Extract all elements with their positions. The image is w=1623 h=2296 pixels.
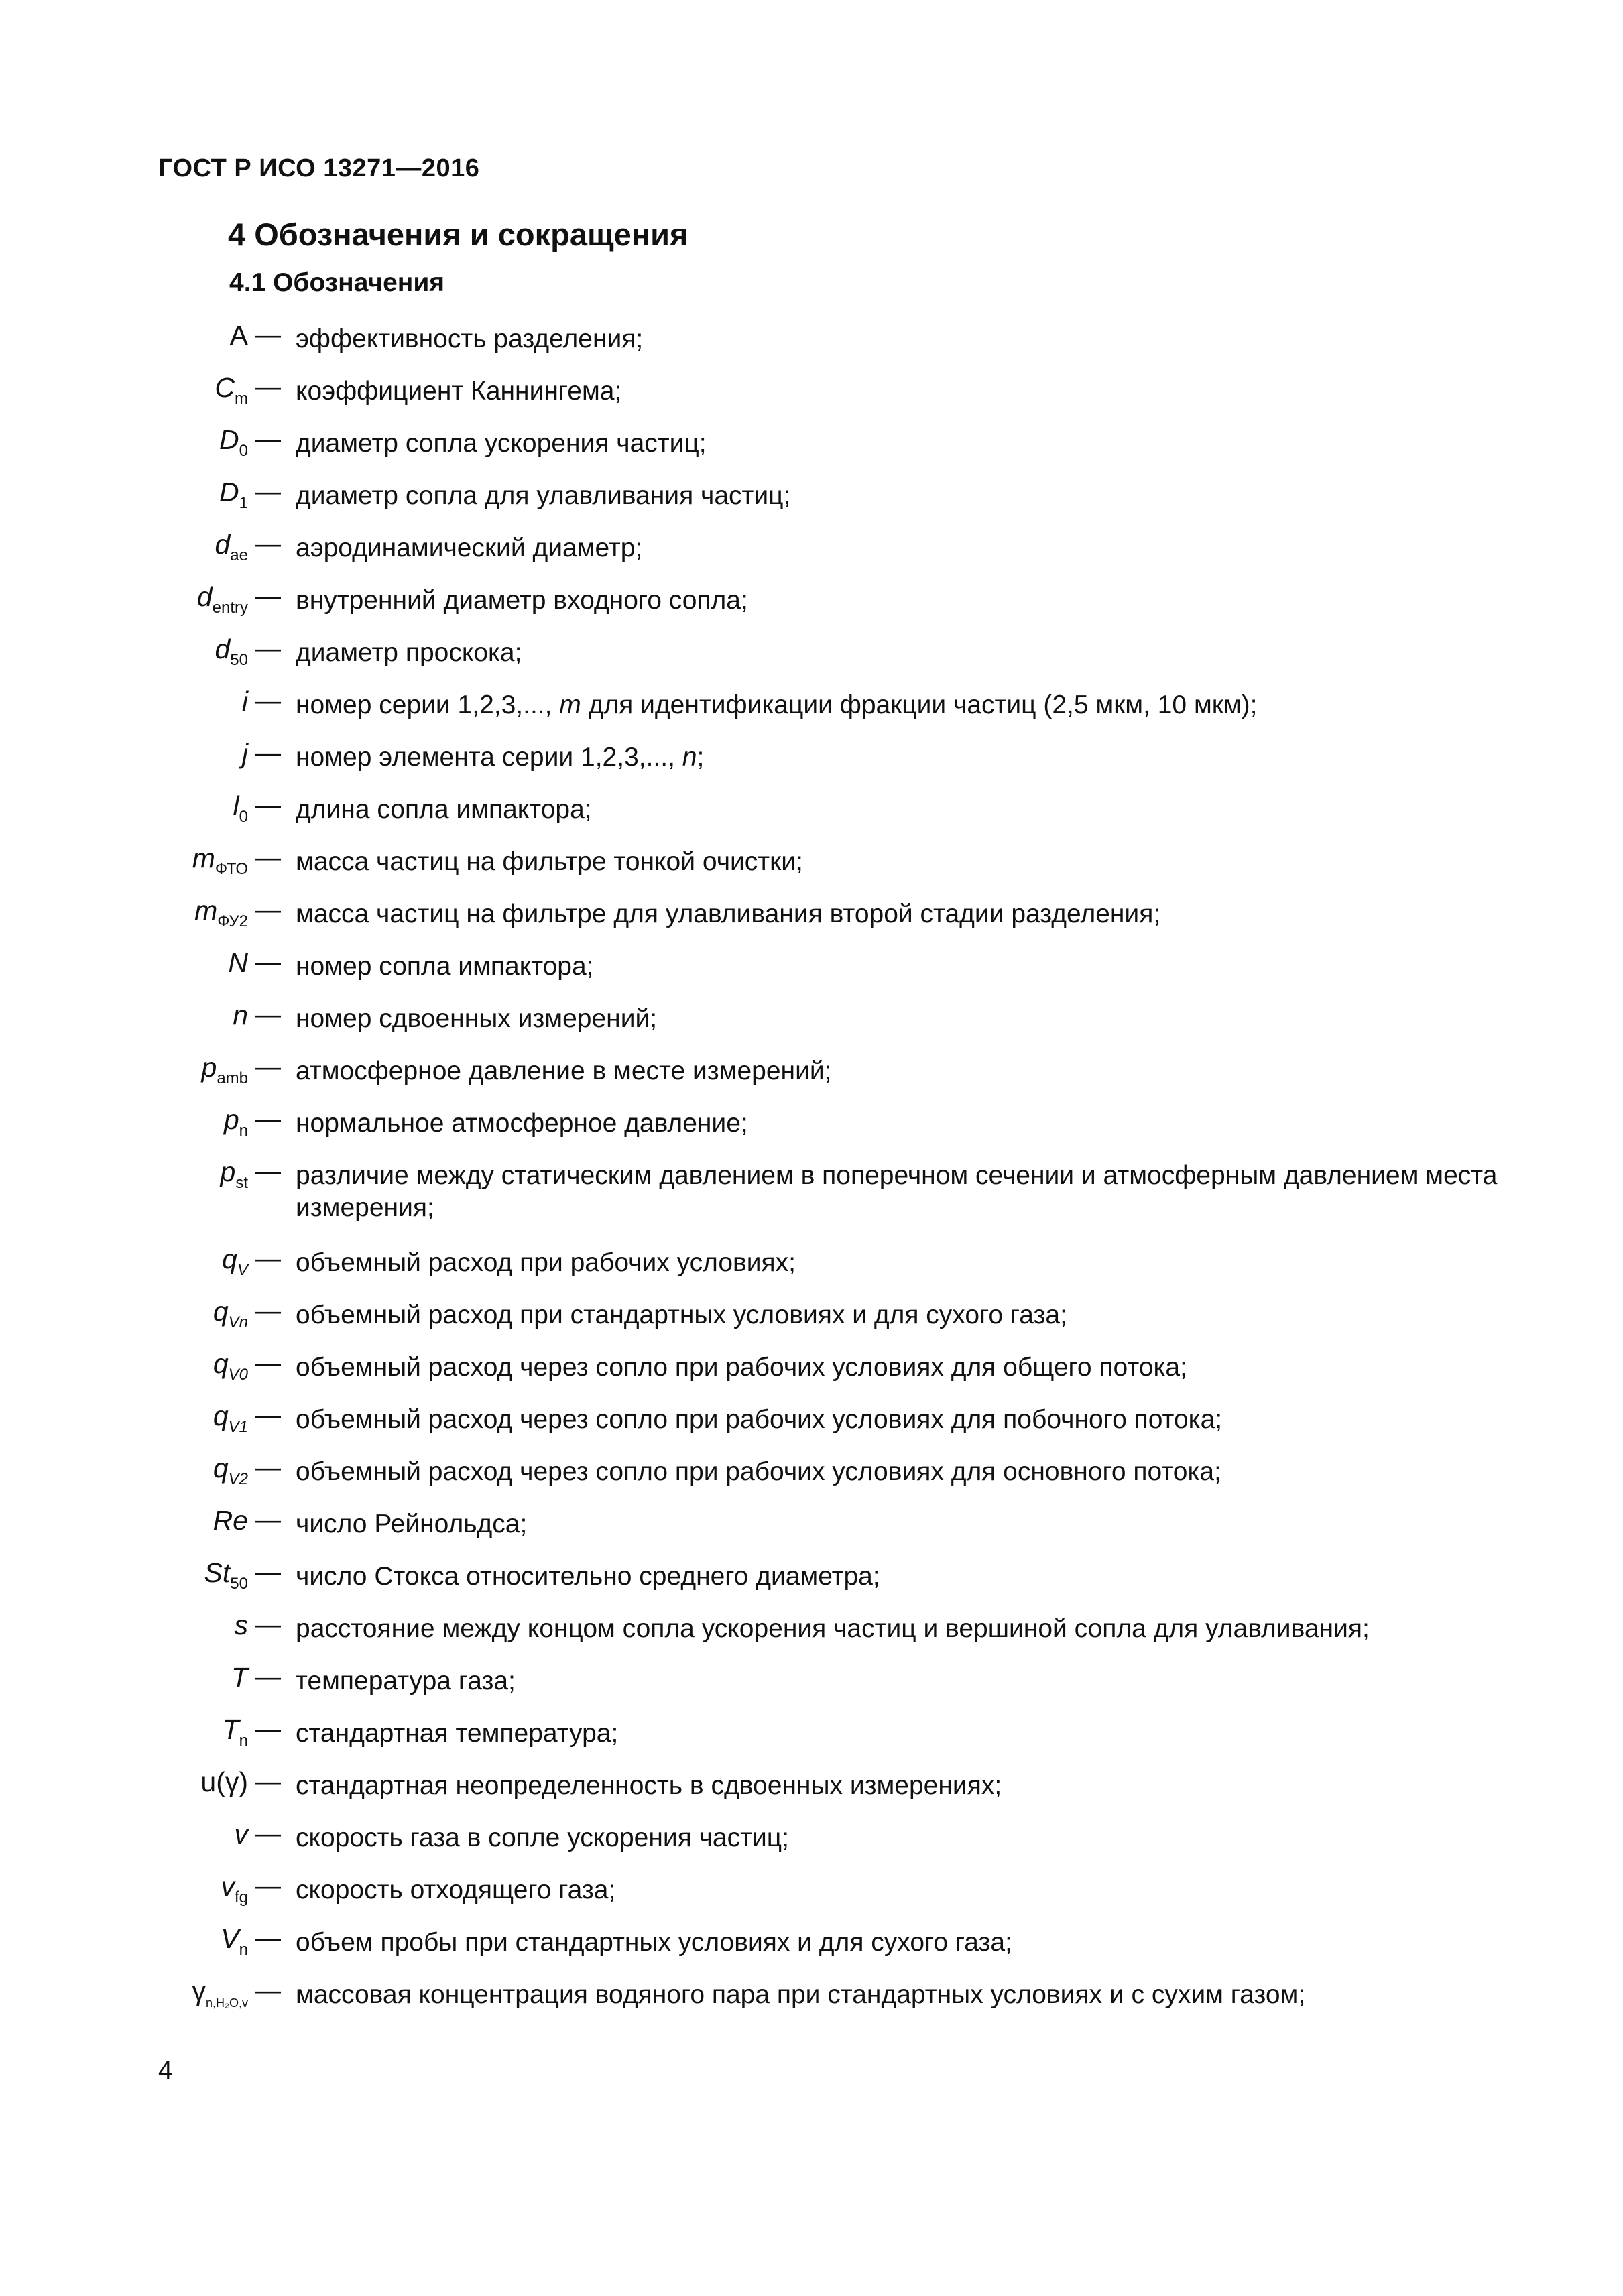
definition-row xyxy=(0,1298,1623,1350)
definition-row xyxy=(0,740,1623,792)
definition-text: объемный расход через сопло при рабочих условиях для общего потока; xyxy=(296,1353,1187,1382)
definition-text: нормальное атмосферное давление; xyxy=(296,1109,748,1138)
definition-text: номер элемента серии 1,2,3,..., n; xyxy=(296,743,705,772)
symbol: $l_0$ xyxy=(233,790,248,826)
definition-row xyxy=(0,688,1623,740)
definition-text: различие между статическим давлением в поперечном сечении и атмосферным давлением места измерения; xyxy=(296,1161,1498,1222)
definition-row xyxy=(0,1716,1623,1768)
symbol: $p_n$ xyxy=(223,1104,248,1140)
page-number: 4 xyxy=(158,2057,173,2085)
dash: — xyxy=(255,582,281,611)
definition-row xyxy=(0,949,1623,1002)
dash: — xyxy=(255,1558,281,1587)
symbol: N xyxy=(228,947,248,978)
definition-row xyxy=(0,531,1623,583)
dash: — xyxy=(255,477,281,506)
definition-text: объемный расход при стандартных условиях и для сухого газа; xyxy=(296,1301,1067,1329)
symbol: A xyxy=(229,320,248,351)
symbol: u(γ) xyxy=(200,1766,248,1797)
symbol: $V_n$ xyxy=(221,1923,248,1959)
definition-text: объемный расход через сопло при рабочих условиях для основного потока; xyxy=(296,1457,1221,1486)
document-id-header: ГОСТ Р ИСО 13271—2016 xyxy=(158,154,480,182)
symbol: i xyxy=(241,686,248,717)
definition-text: число Рейнольдса; xyxy=(296,1510,528,1538)
dash: — xyxy=(255,1924,281,1953)
dash: — xyxy=(255,896,281,924)
definition-text: стандартная температура; xyxy=(296,1719,619,1748)
dash: — xyxy=(255,1000,281,1029)
dash: — xyxy=(255,791,281,820)
symbol: $m_{ФТО}$ xyxy=(192,843,248,878)
symbol: $\gamma_{n,H_2O,v}$ xyxy=(192,1976,248,2010)
symbol: v xyxy=(234,1819,248,1850)
symbol: $v_{fg}$ xyxy=(221,1871,248,1907)
symbol: j xyxy=(241,738,248,769)
section-title: 4 Обозначения и сокращения xyxy=(228,217,688,252)
definition-row xyxy=(0,1455,1623,1507)
definition-text: число Стокса относительно среднего диаметра; xyxy=(296,1562,880,1591)
symbol: $d_{ae}$ xyxy=(215,529,248,564)
definition-text: диаметр сопла для улавливания частиц; xyxy=(296,481,791,510)
definition-row xyxy=(0,1158,1623,1232)
definition-text: эффективность разделения; xyxy=(296,324,644,353)
definition-row xyxy=(0,479,1623,531)
dash: — xyxy=(255,843,281,872)
symbol: $q_{Vn}$ xyxy=(213,1296,248,1331)
dash: — xyxy=(255,373,281,402)
symbol: n xyxy=(233,1000,248,1030)
definition-text: атмосферное давление в месте измерений; xyxy=(296,1056,832,1085)
definition-text: объемный расход через сопло при рабочих условиях для побочного потока; xyxy=(296,1405,1223,1434)
definition-row xyxy=(0,1925,1623,1978)
symbol: $q_{V2}$ xyxy=(213,1453,248,1488)
symbol: $C_m$ xyxy=(215,372,248,408)
definition-row xyxy=(0,1054,1623,1106)
dash: — xyxy=(255,1453,281,1482)
dash: — xyxy=(255,686,281,715)
definition-row xyxy=(0,1002,1623,1054)
dash: — xyxy=(255,1767,281,1796)
symbol: $D_1$ xyxy=(219,477,248,512)
symbol: T xyxy=(231,1662,248,1693)
definition-row xyxy=(0,1106,1623,1158)
definition-row xyxy=(0,426,1623,479)
definition-row xyxy=(0,845,1623,897)
definition-row xyxy=(0,1507,1623,1559)
definition-row xyxy=(0,1612,1623,1664)
definition-text: объем пробы при стандартных условиях и для сухого газа; xyxy=(296,1928,1012,1957)
symbol: $St_{50}$ xyxy=(204,1557,248,1593)
symbol: $m_{ФУ2}$ xyxy=(194,895,248,930)
dash: — xyxy=(255,1976,281,2005)
symbol: $q_V$ xyxy=(222,1244,248,1279)
definition-row xyxy=(0,322,1623,374)
symbol: $p_{amb}$ xyxy=(201,1052,248,1087)
dash: — xyxy=(255,634,281,663)
dash: — xyxy=(255,530,281,558)
definition-text: диаметр проскока; xyxy=(296,638,522,667)
symbol: $p_{st}$ xyxy=(220,1156,248,1192)
definition-text: номер сдвоенных измерений; xyxy=(296,1004,658,1033)
dash: — xyxy=(255,1872,281,1900)
dash: — xyxy=(255,1105,281,1134)
symbol: $q_{V1}$ xyxy=(213,1400,248,1436)
dash: — xyxy=(255,948,281,977)
dash: — xyxy=(255,425,281,454)
definition-row xyxy=(0,897,1623,949)
definition-row xyxy=(0,1246,1623,1298)
definition-text: скорость отходящего газа; xyxy=(296,1876,616,1905)
definition-row xyxy=(0,1873,1623,1925)
definition-text: масса частиц на фильтре тонкой очистки; xyxy=(296,847,803,876)
definition-row xyxy=(0,1978,1623,2030)
symbol: $q_{V0}$ xyxy=(213,1348,248,1384)
definition-text: масса частиц на фильтре для улавливания второй стадии разделения; xyxy=(296,900,1161,928)
definition-row xyxy=(0,1350,1623,1402)
definition-row xyxy=(0,1821,1623,1873)
definition-text: аэродинамический диаметр; xyxy=(296,534,643,562)
dash: — xyxy=(255,1401,281,1430)
dash: — xyxy=(255,1349,281,1378)
dash: — xyxy=(255,1819,281,1848)
dash: — xyxy=(255,1244,281,1273)
symbol: Re xyxy=(213,1505,248,1536)
dash: — xyxy=(255,739,281,768)
definition-row xyxy=(0,792,1623,845)
definition-row xyxy=(0,583,1623,636)
definition-row xyxy=(0,1559,1623,1612)
definition-text: массовая концентрация водяного пара при стандартных условиях и с сухим газом; xyxy=(296,1980,1306,2009)
symbol: $D_0$ xyxy=(219,424,248,460)
definition-text: объемный расход при рабочих условиях; xyxy=(296,1248,796,1277)
dash: — xyxy=(255,1610,281,1639)
definition-text: номер серии 1,2,3,..., m для идентификации фракции частиц (2,5 мкм, 10 мкм); xyxy=(296,690,1258,719)
definition-text: внутренний диаметр входного сопла; xyxy=(296,586,748,615)
definition-row xyxy=(0,633,1623,688)
definition-text: стандартная неопределенность в сдвоенных измерениях; xyxy=(296,1771,1002,1800)
dash: — xyxy=(255,1715,281,1744)
definition-row xyxy=(0,1768,1623,1821)
dash: — xyxy=(255,1296,281,1325)
definition-text: длина сопла импактора; xyxy=(296,795,592,824)
definition-text: температура газа; xyxy=(296,1667,516,1695)
dash: — xyxy=(255,1052,281,1081)
symbol: $T_n$ xyxy=(222,1714,248,1750)
definition-text: диаметр сопла ускорения частиц; xyxy=(296,429,707,458)
definition-row xyxy=(0,374,1623,426)
dash: — xyxy=(255,1663,281,1691)
definition-text: коэффициент Каннингема; xyxy=(296,377,622,406)
definition-row xyxy=(0,1664,1623,1716)
dash: — xyxy=(255,320,281,349)
dash: — xyxy=(255,1157,281,1186)
symbol: $d_{entry}$ xyxy=(196,581,248,617)
symbol: $d_{50}$ xyxy=(215,633,248,669)
symbol: s xyxy=(234,1610,248,1640)
definition-text: номер сопла импактора; xyxy=(296,952,594,981)
subsection-title: 4.1 Обозначения xyxy=(229,268,445,297)
definition-text: скорость газа в сопле ускорения частиц; xyxy=(296,1823,789,1852)
definition-row xyxy=(0,1402,1623,1455)
definition-text: расстояние между концом сопла ускорения частиц и вершиной сопла для улавливания; xyxy=(296,1614,1370,1643)
dash: — xyxy=(255,1506,281,1534)
